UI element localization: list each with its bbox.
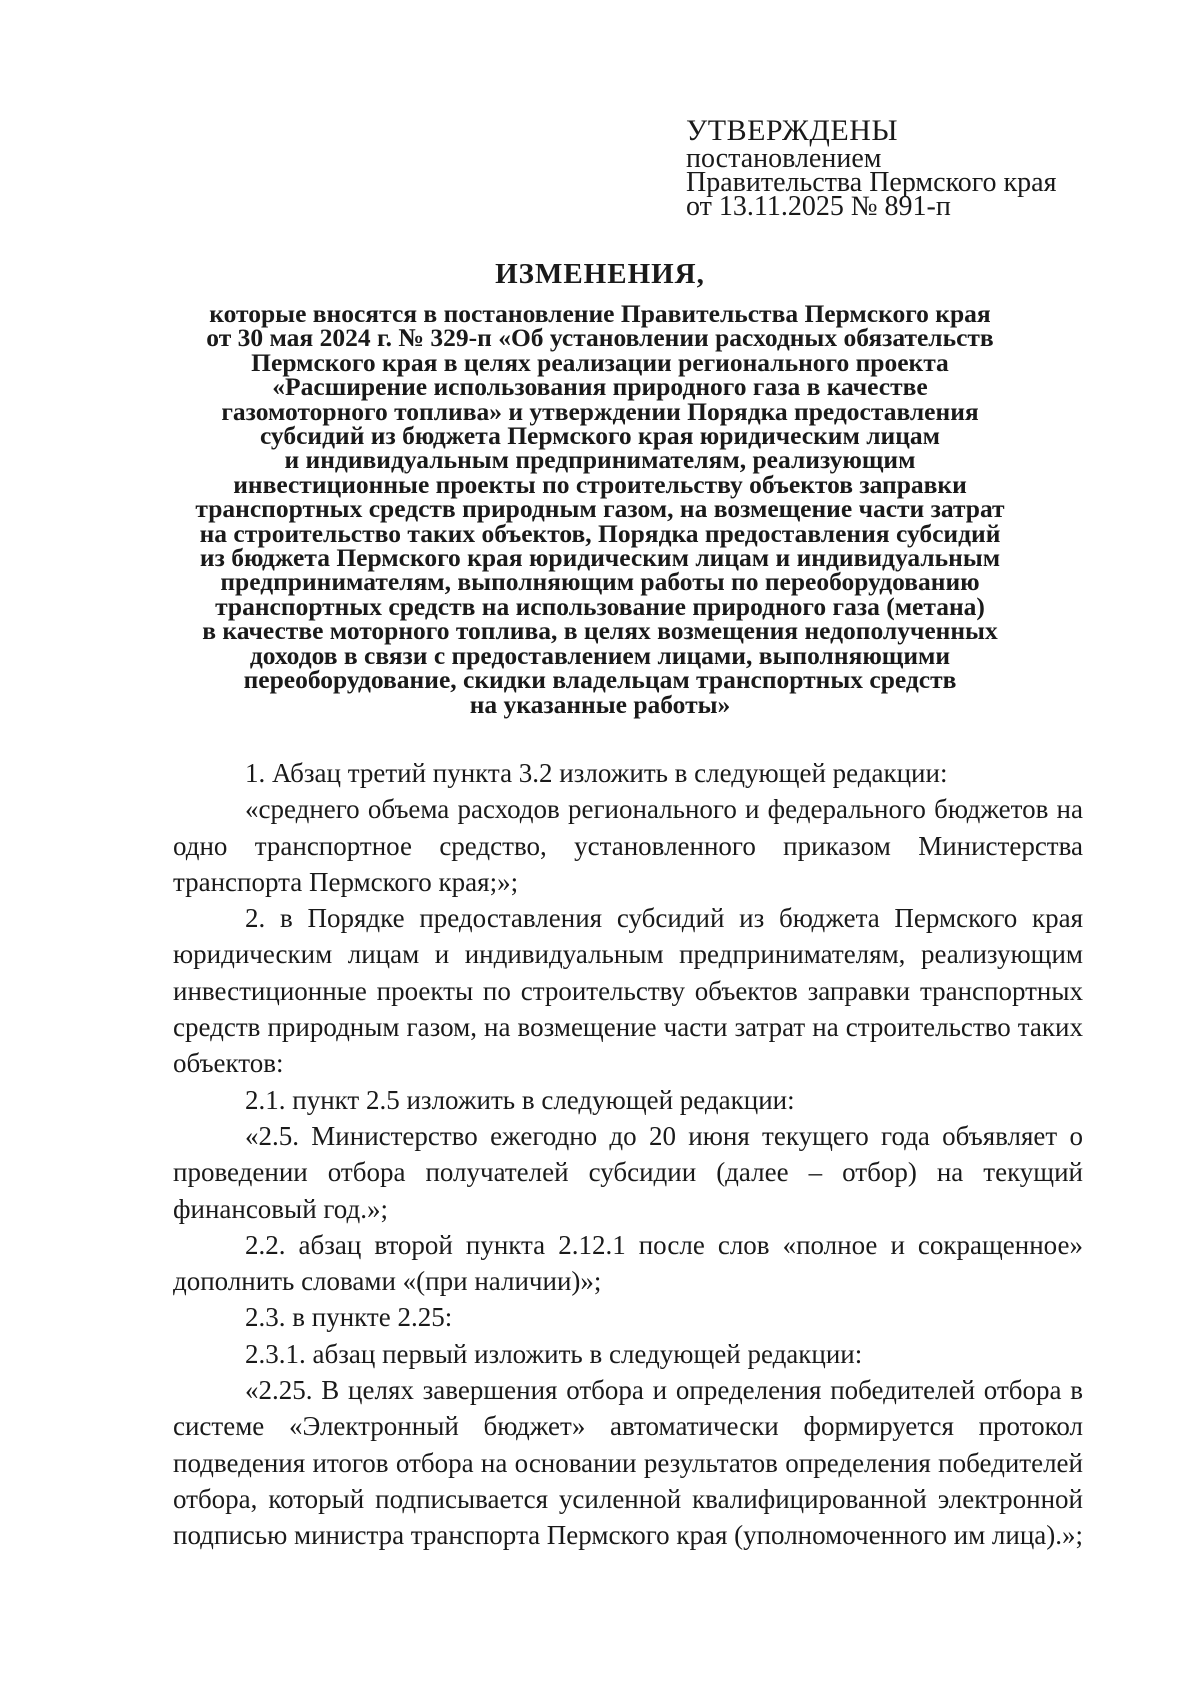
paragraph-1-quote: «среднего объема расходов регионального и федерального бюджетов на одно транспортное средство, установленного приказом Министерства транспорта Пермского края;»;: [173, 794, 1083, 897]
approval-stamp: [686, 114, 1166, 222]
paragraph-2-3: 2.3. в пункте 2.25:: [245, 1302, 453, 1333]
approval-line-2: Правительства Пермского края: [686, 167, 1057, 198]
subtitle-line: «Расширение использования природного газа в качестве: [272, 372, 928, 402]
subtitle-line: переоборудование, скидки владельцам транспортных средств: [243, 665, 957, 695]
subtitle-line: в качестве моторного топлива, в целях возмещения недополученных: [202, 616, 998, 646]
subtitle-line: и индивидуальным предпринимателям, реализующим: [284, 445, 916, 475]
approval-line-3: от 13.11.2025 № 891-п: [686, 191, 951, 222]
subtitle-line: которые вносятся в постановление Правительства Пермского края: [209, 299, 991, 328]
paragraph-2-1-quote: «2.5. Министерство ежегодно до 20 июня текущего года объявляет о проведении отбора получателей субсидии (далее – отбор) на текущий финансовый год.»;: [173, 1120, 1083, 1224]
subtitle-line: от 30 мая 2024 г. № 329-п «Об установлении расходных обязательств: [206, 323, 994, 353]
document-title: ИЗМЕНЕНИЯ,: [495, 258, 705, 290]
paragraph-2-3-1: 2.3.1. абзац первый изложить в следующей редакции:: [245, 1338, 863, 1369]
paragraph-2-1: 2.1. пункт 2.5 изложить в следующей редакции:: [245, 1084, 795, 1115]
paragraph-1: 1. Абзац третий пункта 3.2 изложить в следующей редакции:: [245, 758, 948, 788]
approval-line-1: постановлением: [686, 143, 882, 174]
document-subtitle: [150, 299, 1050, 719]
subtitle-line: предпринимателям, выполняющим работы по переоборудованию: [220, 567, 980, 597]
subtitle-line: из бюджета Пермского края юридическим лицам и индивидуальным: [199, 543, 1001, 573]
subtitle-line: на строительство таких объектов, Порядка предоставления субсидий: [199, 518, 1001, 548]
subtitle-line: транспортных средств природным газом, на возмещение части затрат: [195, 494, 1005, 524]
subtitle-line: субсидий из бюджета Пермского края юридическим лицам: [259, 421, 941, 451]
document-body: [173, 755, 1083, 1554]
approval-title: УТВЕРЖДЕНЫ: [686, 114, 899, 147]
paragraph-2: 2. в Порядке предоставления субсидий из бюджета Пермского края юридическим лицам и индивидуальным предпринимателям, реализующим инвестиционные проекты по строительству объектов заправки транспортных средств природным газом, на возмещение части затрат на строительство таких объектов:: [173, 903, 1083, 1079]
paragraph-2-2: 2.2. абзац второй пункта 2.12.1 после слов «полное и сокращенное» дополнить словами «(при наличии)»;: [173, 1229, 1083, 1297]
subtitle-line: на указанные работы»: [469, 689, 731, 719]
subtitle-line: доходов в связи с предоставлением лицами, выполняющими: [249, 640, 951, 670]
subtitle-line: газомоторного топлива» и утверждении Порядка предоставления: [221, 396, 979, 426]
subtitle-line: инвестиционные проекты по строительству объектов заправки: [233, 469, 967, 499]
subtitle-line: транспортных средств на использование природного газа (метана): [215, 591, 985, 621]
subtitle-line: Пермского края в целях реализации регионального проекта: [251, 347, 949, 377]
paragraph-2-3-1-quote: «2.25. В целях завершения отбора и определения победителей отбора в системе «Электронный бюджет» автоматически формируется протокол подведения итогов отбора на основании результатов определения победителей отбора, который подписывается усиленной квалифицированной электронной подписью министра транспорта Пермского края (уполномоченного им лица).»;: [173, 1375, 1083, 1551]
